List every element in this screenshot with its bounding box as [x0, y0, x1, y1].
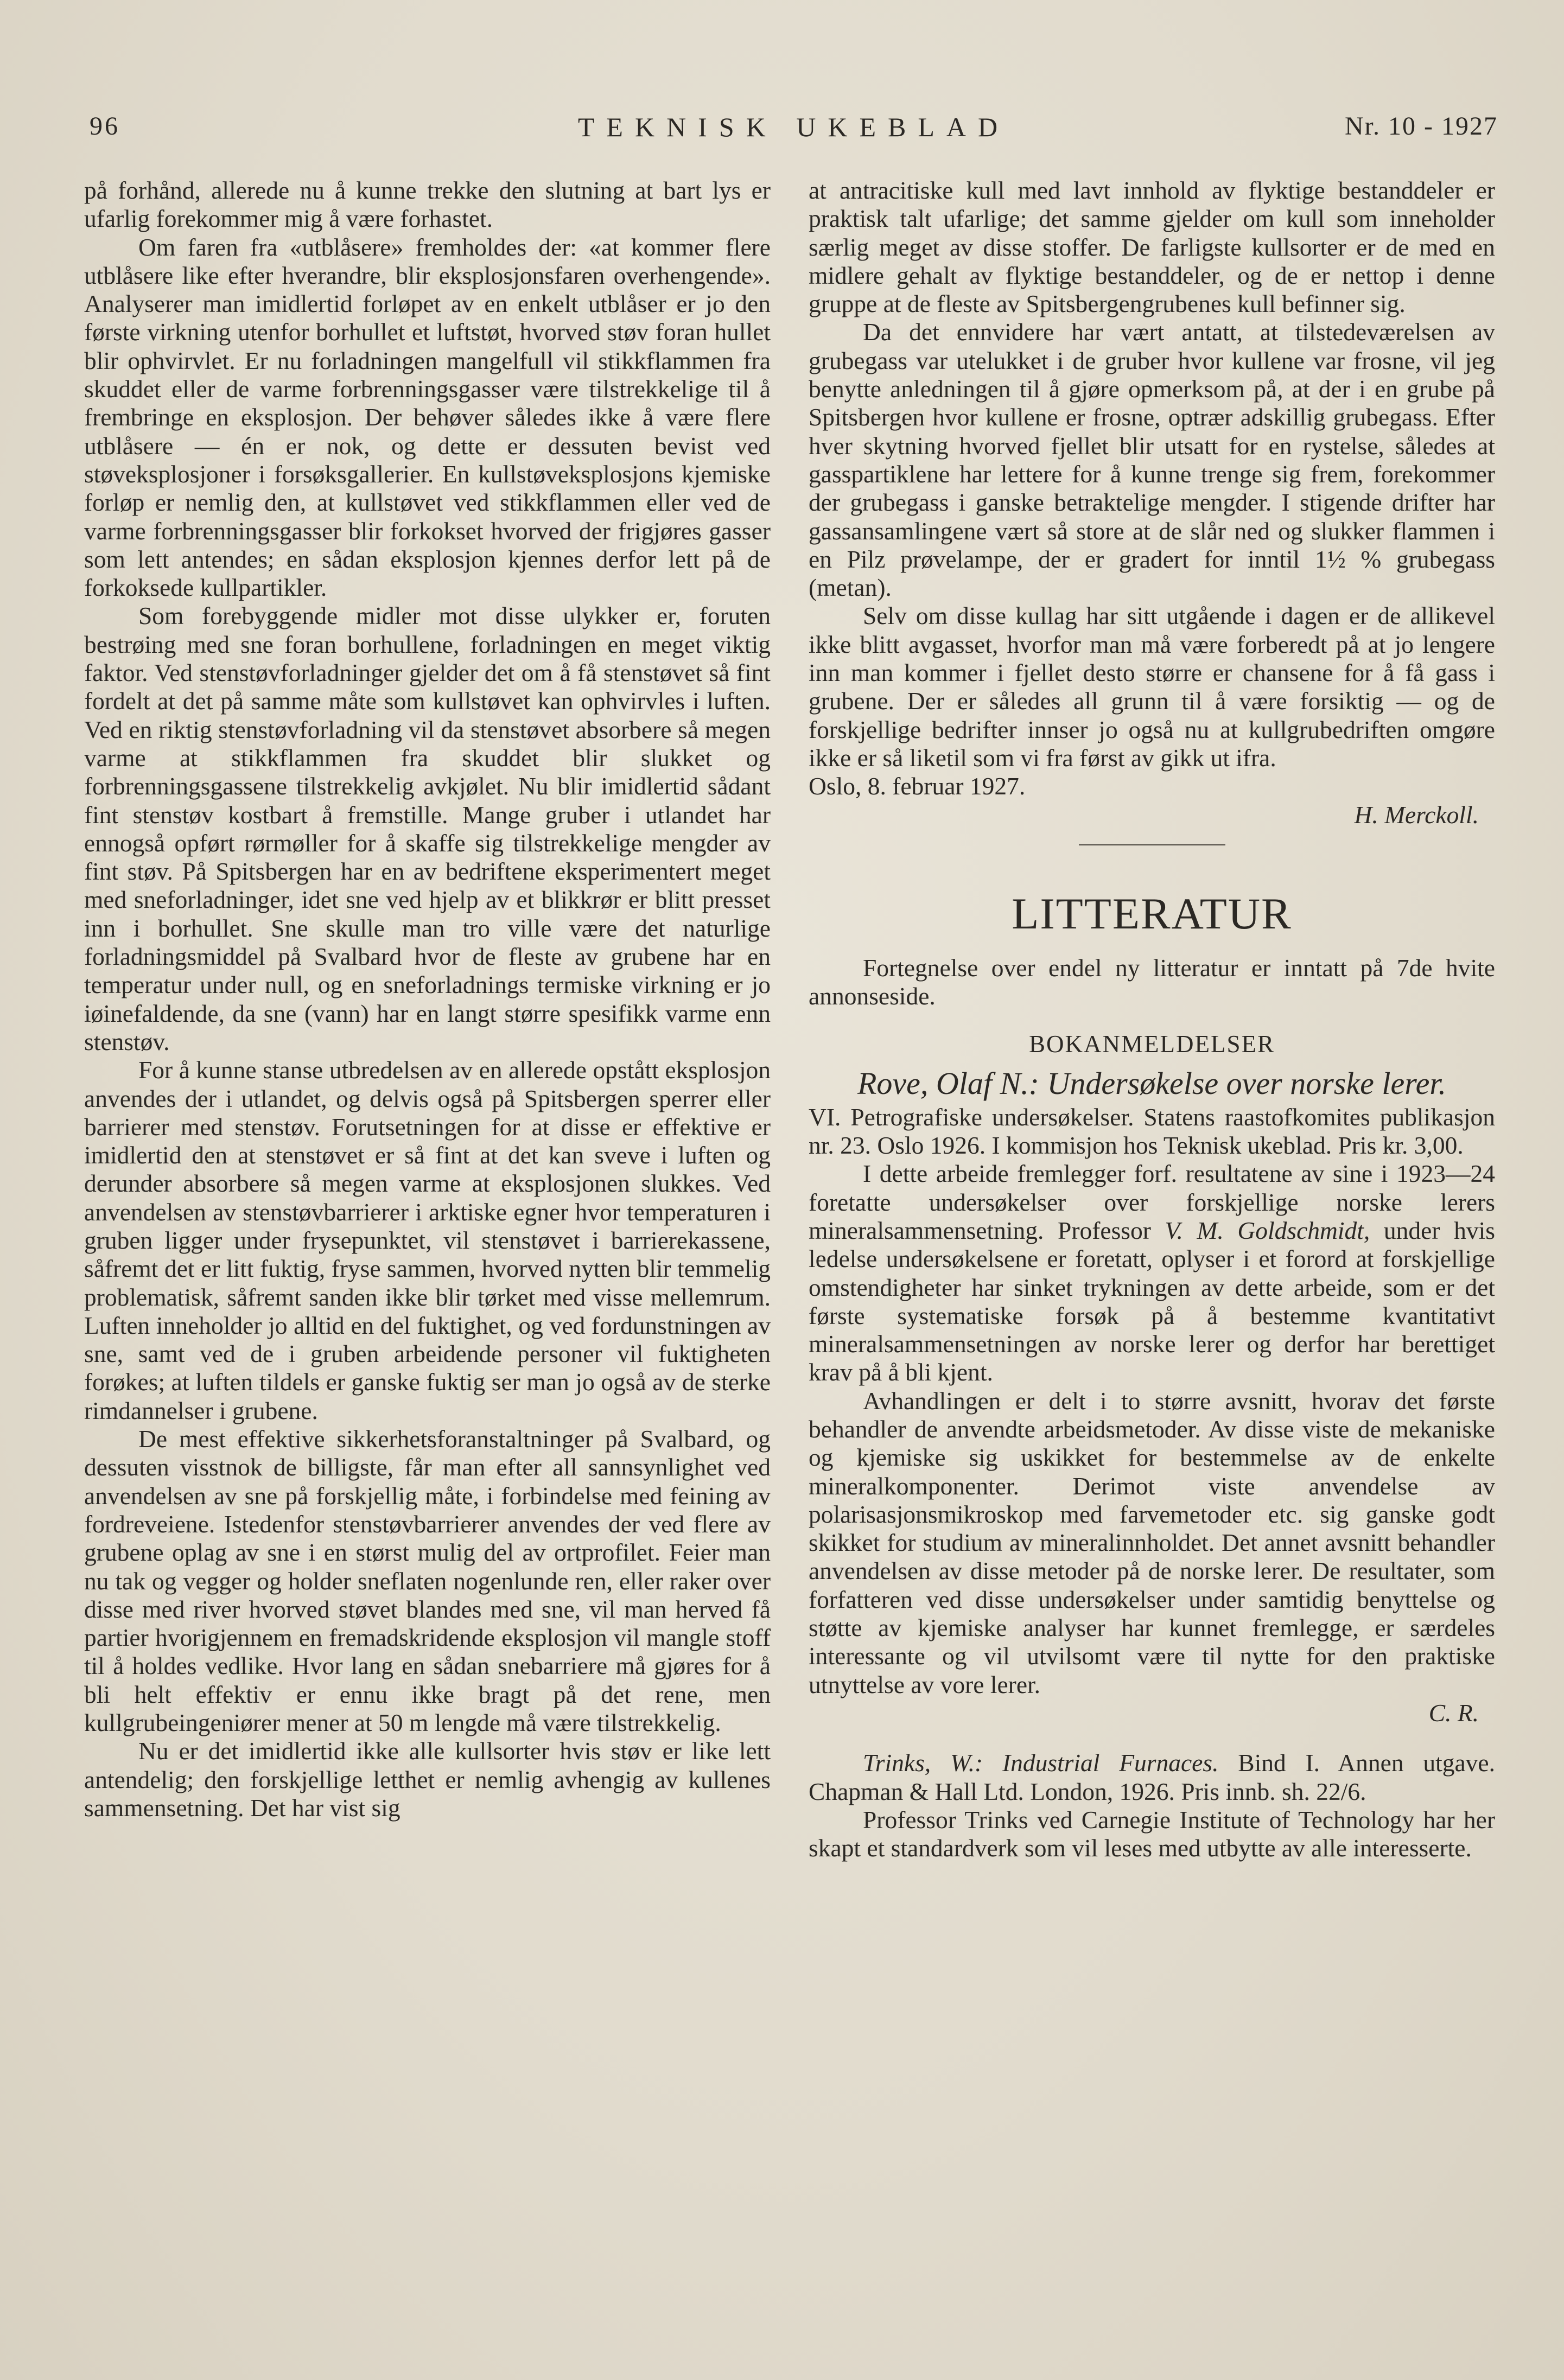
- paragraph: For å kunne stanse utbredelsen av en allerede opstått eksplosjon anvendes der i utlandet, og delvis også på Spitsbergen sperrer eller barrierer med stenstøv. Forutsetningen for at disse er effektive er imidlertid den at stenstøvet er så fint at det kan sveve i luften og derunder absorbere så megen varme at eksplosjonen slukkes. Ved anvendelsen av stenstøvbarrierer i arktiske egner hvor temperaturen i gruben ligger under frysepunktet, vil stenstøvet i barrierekassene, såfremt det er litt fuktig, fryse sammen, hvorved nytten blir temmelig problematisk, såfremt sanden ikke blir tørket med visse mellemrum. Luften inneholder jo alltid en del fuktighet, og ved fordunstningen av sne, samt ved de i gruben arbeidende personer vil fuktigheten forøkes; at luften tildels er ganske fuktig ser man jo også av de sterke rimdannelser i grubene.: [84, 1056, 771, 1424]
- subsection-title: BOKANMELDELSER: [1029, 1030, 1275, 1058]
- book-review: Avhandlingen er delt i to større avsnitt, hvorav det første behandler de anvendte arbeidsmetoder. Av disse viste de mekaniske og kjemiske sig uskikket for bestemmelse av de enkelte mineralkomponenter. Derimot viste anvendelse av polarisasjonsmikroskop med farvemetoder etc. sig ganske godt skikket for studium av mineralinnholdet. Det annet avsnitt behandler anvendelsen av disse metoder på de norske lerer. De resultater, som forfatteren ved disse undersøkelser under samtidig benyttelse og støtte av kjemiske analyser har kunnet fremlegge, er særdeles interessante og vil utvilsomt være til nytte for den praktiske utnyttelse av vore lerer.: [809, 1386, 1495, 1698]
- book-title: Rove, Olaf N.: Undersøkelse over norske lerer.: [857, 1065, 1447, 1101]
- journal-title: TEKNISK UKEBLAD: [577, 112, 1010, 142]
- paragraph: Nu er det imidlertid ikke alle kullsorter hvis støv er like lett antendelig; den forskjellige letthet er nemlig avhengig av kullenes sammensetning. Det har vist sig: [84, 1737, 771, 1822]
- book-details: Bind I. Annen utgave. Chapman & Hall Ltd. London, 1926. Pris innb. sh. 22/6.: [809, 1749, 1495, 1805]
- place-date: Oslo, 8. februar 1927.: [809, 772, 1026, 800]
- review-text: I dette arbeide fremlegger forf. resultatene av sine i 1923—24 foretatte undersøkelser over forskjellige norske lerers mineralsammensetning. Professor: [809, 1160, 1495, 1244]
- paragraph: De mest effektive sikkerhetsforanstaltninger på Svalbard, og dessuten visstnok de billigste, får man efter all sannsynlighet ved anvendelsen av sne på forskjellig måte, i forbindelse med feining av fordreveiene. Istedenfor stenstøvbarrierer anvendes der ved flere av grubene oplag av sne i en størst mulig del av ortprofilet. Feier man nu tak og vegger og holder sneflaten nogenlunde ren, eller raker over disse med river hvorved støvet blandes med sne, vil man herved få partier hvorigjennem en fremadskridende eksplosjon vil mangle stoff til å holdes vedlike. Hvor lang en sådan snebarriere må gjøres for å bli helt effektiv er ennu ikke bragt på det rene, men kullgrubeingeniører mener at 50 m lengde må være tilstrekkelig.: [84, 1425, 771, 1737]
- person-name: V. M. Goldschmidt,: [1165, 1216, 1370, 1244]
- paragraph: at antracitiske kull med lavt innhold av flyktige bestanddeler er praktisk talt ufarlige; det samme gjelder om kull som inneholder særlig meget av disse stoffer. De farligste kullsorter er de med en midlere gehalt av flyktige bestanddeler, og de er nettop i denne gruppe at de fleste av Spitsbergengrubenes kull befinner sig.: [809, 176, 1495, 318]
- paragraph: Som forebyggende midler mot disse ulykker er, foruten bestrøing med sne foran borhullene, forladningen en meget viktig faktor. Ved stenstøvforladninger gjelder det om å få stenstøvet så fint fordelt at det på samme måte som kullstøvet kan ophvirvles i luften. Ved en riktig stenstøvforladning vil da stenstøvet absorbere så megen varme at stikkflammen fra skuddet blir slukket og forbrenningsgassene tilstrekkelig avkjølet. Nu blir imidlertid sådant fint stenstøv kostbart å fremstille. Mange gruber i utlandet har ennogså opført rørmøller for å skaffe sig tilstrekkelige mengder av fint støv. På Spitsbergen har en av bedriftene eksperimentert meget med sneforladninger, idet sne ved hjelp av et blikkrør er blitt presset inn i borhullet. Sne skulle man tro ville være det naturlige forladningsmiddel på Svalbard hvor de fleste av grubene har en temperatur under null, og en sneforladnings termiske virkning er jo iøinefaldende, da sne (vann) har en langt større spesifikk varme enn stenstøv.: [84, 602, 771, 1055]
- book-review: Professor Trinks ved Carnegie Institute of Technology har her skapt et standardverk som vil leses med utbytte av alle interesserte.: [809, 1805, 1495, 1862]
- page-header: [90, 111, 1498, 149]
- review-text: under hvis ledelse undersøkelsene er foretatt, oplyser i et forord at forskjellige omstendigheter har sinket trykningen av dette arbeide, som er det første systematiske forsøk på å bestemme kvantitativt mineralsammensetningen av norske lerer og derfor har berettiget krav på å bli kjent.: [809, 1216, 1495, 1386]
- left-column: [84, 176, 771, 1822]
- page-number: 96: [90, 112, 120, 141]
- paragraph: på forhånd, allerede nu å kunne trekke den slutning at bart lys er ufarlig forekommer mig å være forhastet.: [84, 176, 771, 233]
- book-entry: [809, 1749, 1495, 1806]
- book-title-inline: Trinks, W.: Industrial Furnaces.: [863, 1749, 1219, 1777]
- paragraph: Selv om disse kullag har sitt utgående i dagen er de allikevel ikke blitt avgasset, hvorfor man må være forberedt på at jo lengere inn man kommer i fjellet desto større er chansene for å få gass i grubene. Der er således all grunn til å være forsiktig — og de forskjellige bedrifter innser jo også nu at kullgrubedriften omgøre ikke er så liketil som vi fra først av gikk ut ifra.: [809, 602, 1495, 772]
- section-title: LITTERATUR: [1012, 888, 1292, 938]
- author-signature: H. Merckoll.: [1354, 800, 1479, 829]
- section-intro: Fortegnelse over endel ny litteratur er inntatt på 7de hvite annonseside.: [809, 953, 1495, 1010]
- section-divider: [1079, 844, 1225, 845]
- paragraph: Da det ennvidere har vært antatt, at tilstedeværelsen av grubegass var utelukket i de gruber hvor kullene var frosne, vil jeg benytte anledningen til å gjøre opmerksom på, at der i en grube på Spitsbergen hvor kullene er frosne, optrær adskillig grubegass. Efter hver skytning hvorved fjellet blir utsatt for en rystelse, således at gasspartiklene har lettere for å kunne trenge sig frem, forekommer der grubegass i ganske betraktelige mengder. I stigende drifter har gassansamlingene vært så store at de slår ned og slukker flammen i en Pilz prøvelampe, der er gradert for inntil 1½ % grubegass (metan).: [809, 318, 1495, 602]
- book-review: [809, 1160, 1495, 1386]
- paragraph: Om faren fra «utblåsere» fremholdes der: «at kommer flere utblåsere like efter hverandre, blir eksplosjonsfaren overhengende». Analyserer man imidlertid forløpet av en enkelt utblåser er jo den første virkning utenfor borhullet et luftstøt, hvorved støv foran hullet blir ophvirvlet. Er nu forladningen mangelfull vil stikkflammen fra skuddet eller de varme forbrenningsgasser være tilstrekkelige til å frembringe en eksplosjon. Der behøver således ikke å være flere utblåsere — én er nok, og dette er dessuten bevist ved støveksplosjoner i forsøksgallerier. En kullstøveksplosjons kjemiske forløp er nemlig den, at kullstøvet ved stikkflammen eller ved de varme forbrenningsgasser blir forkokset hvorved der frigjøres gasser som lett antendes; en sådan eksplosjon kjennes derfor lett på de forkoksede kullpartikler.: [84, 233, 771, 602]
- book-details: VI. Petrografiske undersøkelser. Statens raastofkomites publikasjon nr. 23. Oslo 1926. I kommisjon hos Teknisk ukeblad. Pris kr. 3,00.: [809, 1103, 1495, 1160]
- issue-number: Nr. 10 - 1927: [1345, 112, 1498, 141]
- right-column: [809, 176, 1495, 1862]
- reviewer-initials: C. R.: [1428, 1698, 1479, 1727]
